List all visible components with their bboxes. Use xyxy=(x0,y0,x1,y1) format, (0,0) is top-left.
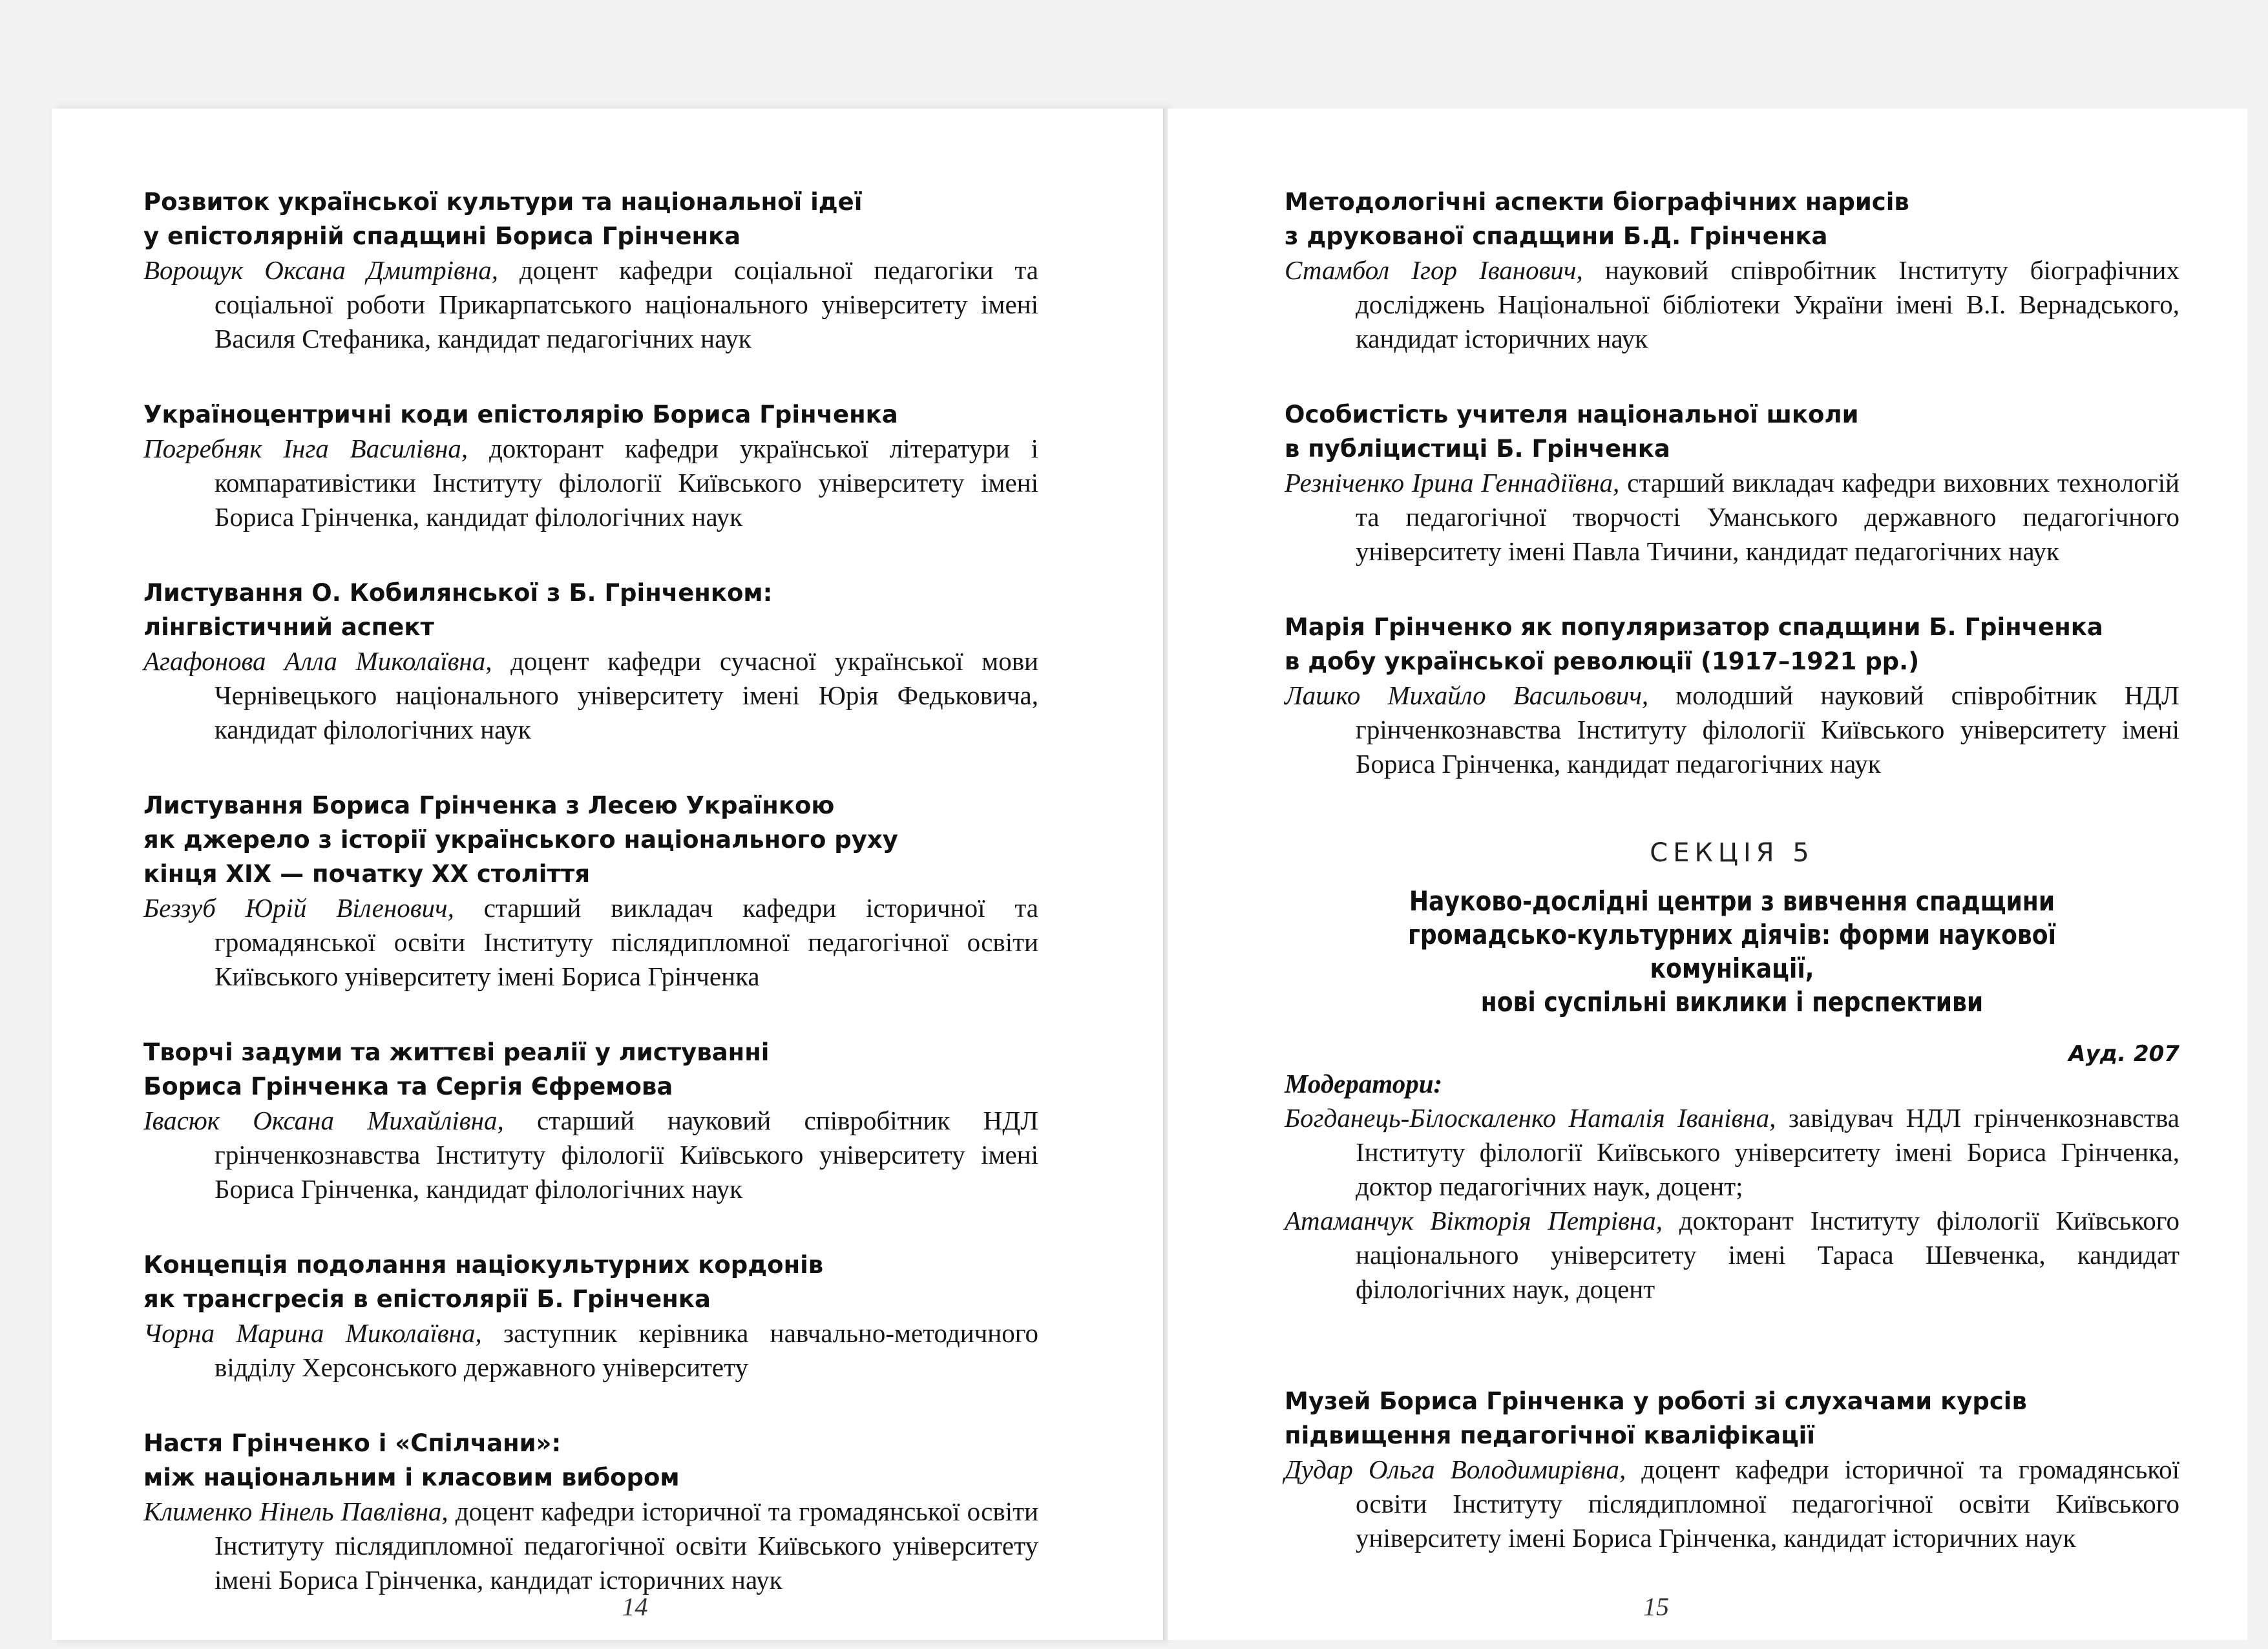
report-title: Листування Бориса Грінченка з Лесею Українкою як джерело з історії українського національного руху кінця XIX — початку XX століття xyxy=(143,792,898,888)
report-entry xyxy=(1285,185,2179,356)
report-author-info: Беззуб Юрій Віленович, старший викладач кафедри історичної та громадянської освіти Інституту післядипломної педагогічної освіти Київського університету імені Бориса Грінченка xyxy=(143,893,1038,991)
page-number: 14 xyxy=(622,1592,648,1621)
report-entry xyxy=(1285,610,2179,781)
report-title: Концепція подолання націокультурних кордонів як трансгресія в епістолярії Б. Грінченка xyxy=(143,1251,824,1313)
report-author-info: Чорна Марина Миколаївна, заступник керівника навчально-методичного відділу Херсонського державного університету xyxy=(143,1318,1038,1382)
report-title: Настя Грінченко і «Спілчани»: між національним і класовим вибором xyxy=(143,1429,680,1491)
report-author-info: Агафонова Алла Миколаївна, доцент кафедри сучасної української мови Чернівецького національного університету імені Юрія Федьковича, кандидат філологічних наук xyxy=(143,646,1038,744)
author-name: Ворощук Оксана Дмитрівна, xyxy=(143,255,498,285)
report-author-info: Клименко Нінель Павлівна, доцент кафедри історичної та громадянської освіти Інституту післядипломної педагогічної освіти Київського університету імені Бориса Грінченка, кандидат історичних наук xyxy=(143,1497,1038,1595)
report-entry xyxy=(143,788,1038,994)
author-name: Дудар Ольга Володимирівна, xyxy=(1285,1455,1626,1484)
moderators-label: Модератори: xyxy=(1285,1069,1443,1098)
author-name: Резніченко Ірина Геннадіївна, xyxy=(1285,468,1620,498)
report-entry xyxy=(143,1426,1038,1597)
author-name: Лашко Михайло Васильович, xyxy=(1285,680,1649,710)
moderator-info: Богданець-Білоскаленко Наталія Іванівна, завідувач НДЛ грінченкознавства Інституту філології Київського університету імені Бориса Грінченка, доктор педагогічних наук, доцент; xyxy=(1285,1103,2179,1201)
section-label: СЕКЦІЯ 5 xyxy=(1650,838,1814,868)
author-name: Клименко Нінель Павлівна, xyxy=(143,1497,448,1526)
author-name: Беззуб Юрій Віленович, xyxy=(143,893,454,923)
report-entry xyxy=(143,1035,1038,1206)
author-name: Івасюк Оксана Михайлівна, xyxy=(143,1106,504,1135)
left-column xyxy=(143,185,1038,1639)
report-title: Листування О. Кобилянської з Б. Грінченком: лінгвістичний аспект xyxy=(143,579,773,641)
moderator-name: Богданець-Білоскаленко Наталія Іванівна, xyxy=(1285,1103,1776,1133)
room-number: Ауд. 207 xyxy=(2068,1041,2179,1067)
report-author-info: Ворощук Оксана Дмитрівна, доцент кафедри соціальної педагогіки та соціальної роботи Прикарпатського національного університету імені Василя Стефаника, кандидат педагогічних наук xyxy=(143,255,1038,353)
page-number: 15 xyxy=(1643,1592,1669,1621)
report-author-info: Івасюк Оксана Михайлівна, старший науковий співробітник НДЛ грінченкознавства Інституту філології Київського університету імені Бориса Грінченка, кандидат філологічних наук xyxy=(143,1106,1038,1204)
left-page xyxy=(52,109,1166,1640)
report-author-info: Резніченко Ірина Геннадіївна, старший викладач кафедри виховних технологій та педагогічної творчості Уманського державного педагогічного університету імені Павла Тичини, кандидат педагогічних наук xyxy=(1285,468,2179,566)
report-entry xyxy=(143,185,1038,356)
report-title: Творчі задуми та життєві реалії у листуванні Бориса Грінченка та Сергія Єфремова xyxy=(143,1038,770,1100)
report-title: Україноцентричні коди епістолярію Бориса Грінченка xyxy=(143,401,898,428)
report-entry xyxy=(1285,1384,2179,1555)
author-name: Стамбол Ігор Іванович, xyxy=(1285,255,1583,285)
report-title: Особистість учителя національної школи в публіцистиці Б. Грінченка xyxy=(1285,401,1859,463)
report-author-info: Лашко Михайло Васильович, молодший науковий співробітник НДЛ грінченкознавства Інституту філології Київського університету імені Бориса Грінченка, кандидат педагогічних наук xyxy=(1285,680,2179,779)
right-column xyxy=(1285,185,2179,1597)
author-name: Погребняк Інга Василівна, xyxy=(143,434,468,463)
report-entry xyxy=(143,576,1038,747)
author-name: Агафонова Алла Миколаївна, xyxy=(143,646,492,676)
report-author-info: Дудар Ольга Володимирівна, доцент кафедри історичної та громадянської освіти Інституту післядипломної педагогічної освіти Київського університету імені Бориса Грінченка, кандидат історичних наук xyxy=(1285,1455,2179,1553)
report-title: Марія Грінченко як популяризатор спадщини Б. Грінченка в добу української революції (1917–1921 рр.) xyxy=(1285,613,2103,675)
moderators-block xyxy=(1285,1067,2179,1307)
report-title: Методологічні аспекти біографічних нарисів з друкованої спадщини Б.Д. Грінченка xyxy=(1285,188,1909,250)
report-entry xyxy=(143,397,1038,534)
report-title: Музей Бориса Грінченка у роботі зі слухачами курсів підвищення педагогічної кваліфікації xyxy=(1285,1387,2027,1449)
report-entry xyxy=(1285,397,2179,569)
report-entry xyxy=(143,1248,1038,1385)
right-page xyxy=(1168,109,2247,1640)
report-author-info: Погребняк Інга Василівна, докторант кафедри української літератури і компаративістики Інституту філології Київського університету імені Бориса Грінченка, кандидат філологічних наук xyxy=(143,434,1038,532)
moderator-name: Атаманчук Вікторія Петрівна, xyxy=(1285,1206,1663,1235)
author-name: Чорна Марина Миколаївна, xyxy=(143,1318,482,1348)
report-author-info: Стамбол Ігор Іванович, науковий співробітник Інституту біографічних досліджень Національної бібліотеки України імені В.І. Вернадського, кандидат історичних наук xyxy=(1285,255,2179,353)
section-title: Науково-дослідні центри з вивчення спадщини громадсько-культурних діячів: форми наукової комунікації, нові суспільні виклики і перспективи xyxy=(1407,885,2056,1018)
report-title: Розвиток української культури та національної ідеї у епістолярній спадщині Бориса Грінченка xyxy=(143,188,863,250)
moderator-info: Атаманчук Вікторія Петрівна, докторант Інституту філології Київського національного університету імені Тараса Шевченка, кандидат філологічних наук, доцент xyxy=(1285,1206,2180,1304)
